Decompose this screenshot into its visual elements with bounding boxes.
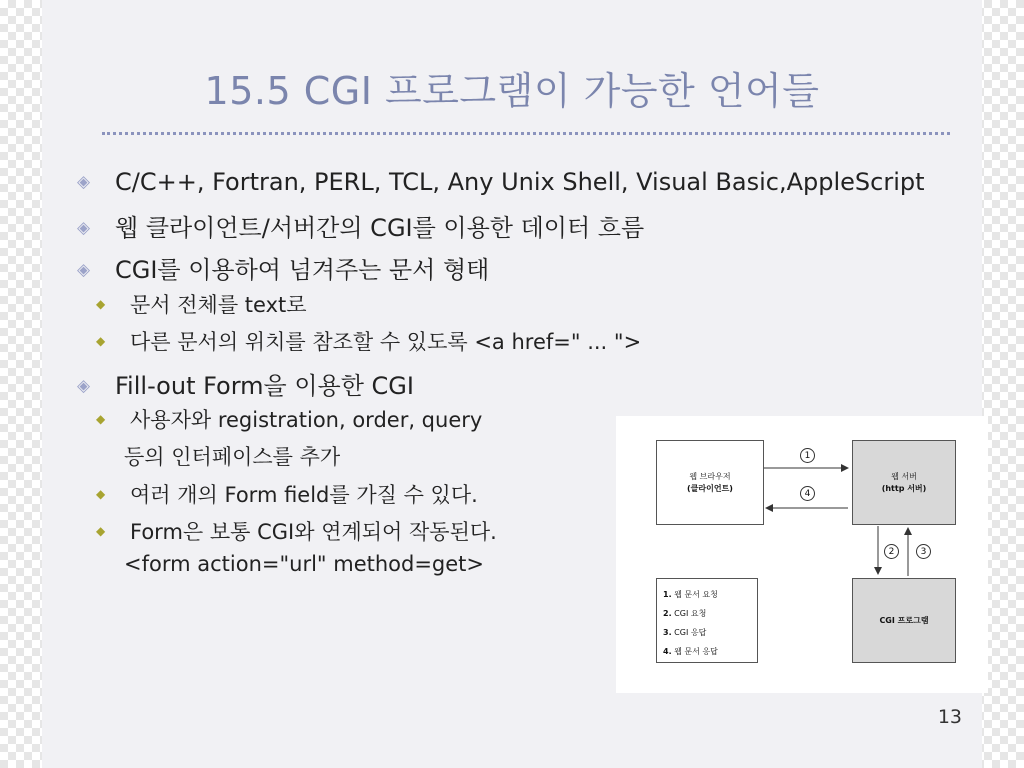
slide <box>42 0 982 768</box>
step-marker-4: 4 <box>800 486 815 501</box>
diamond-bullet-icon: ◈ <box>77 172 91 192</box>
step-marker-3: 3 <box>916 544 931 559</box>
bullet-data-flow: ◈ 웹 클라이언트/서버간의 CGI를 이용한 데이터 흐름 <box>77 214 645 242</box>
sub-bullet-form-fields: ◆ 여러 개의 Form field를 가질 수 있다. <box>96 483 478 507</box>
sub-bullet-registration: ◆ 사용자와 registration, order, query <box>96 408 483 432</box>
bullet-fill-out-form: ◈ Fill-out Form을 이용한 CGI <box>77 372 414 400</box>
step-item: 1. 웹 문서 요청 <box>663 590 718 599</box>
small-diamond-bullet-icon: ◆ <box>96 524 106 538</box>
step-item: 3. CGI 응답 <box>663 628 707 637</box>
cgi-program-box: CGI 프로그램 <box>852 578 956 663</box>
small-diamond-bullet-icon: ◆ <box>96 487 106 501</box>
page-number: 13 <box>937 706 962 728</box>
bullet-document-types: ◈ CGI를 이용하여 넘겨주는 문서 형태 <box>77 256 490 284</box>
diamond-bullet-icon: ◈ <box>77 218 91 238</box>
small-diamond-bullet-icon: ◆ <box>96 334 106 348</box>
step-marker-2: 2 <box>884 544 899 559</box>
web-server-box: 웹 서버 (http 서버) <box>852 440 956 525</box>
small-diamond-bullet-icon: ◆ <box>96 297 106 311</box>
small-diamond-bullet-icon: ◆ <box>96 412 106 426</box>
step-legend-box <box>656 578 758 663</box>
form-tag-example: <form action="url" method=get> <box>124 552 485 576</box>
sub-bullet-form-cgi: ◆ Form은 보통 CGI와 연계되어 작동된다. <box>96 520 497 544</box>
step-marker-1: 1 <box>800 448 815 463</box>
cgi-flow-diagram <box>616 416 988 693</box>
bullet-languages: ◈ C/C++, Fortran, PERL, TCL, Any Unix Shell, Visual Basic,AppleScript <box>77 168 925 196</box>
title-divider <box>102 132 950 135</box>
diamond-bullet-icon: ◈ <box>77 260 91 280</box>
slide-title: 15.5 CGI 프로그램이 가능한 언어들 <box>204 69 820 113</box>
web-browser-box: 웹 브라우저 (클라이언트) <box>656 440 764 525</box>
step-item: 4. 웹 문서 응답 <box>663 647 718 656</box>
step-item: 2. CGI 요청 <box>663 609 707 618</box>
sub-bullet-href: ◆ 다른 문서의 위치를 참조할 수 있도록 <a href=" ... "> <box>96 330 642 354</box>
sub-bullet-continuation: 등의 인터페이스를 추가 <box>124 445 341 469</box>
sub-bullet-text: ◆ 문서 전체를 text로 <box>96 293 307 317</box>
diamond-bullet-icon: ◈ <box>77 376 91 396</box>
